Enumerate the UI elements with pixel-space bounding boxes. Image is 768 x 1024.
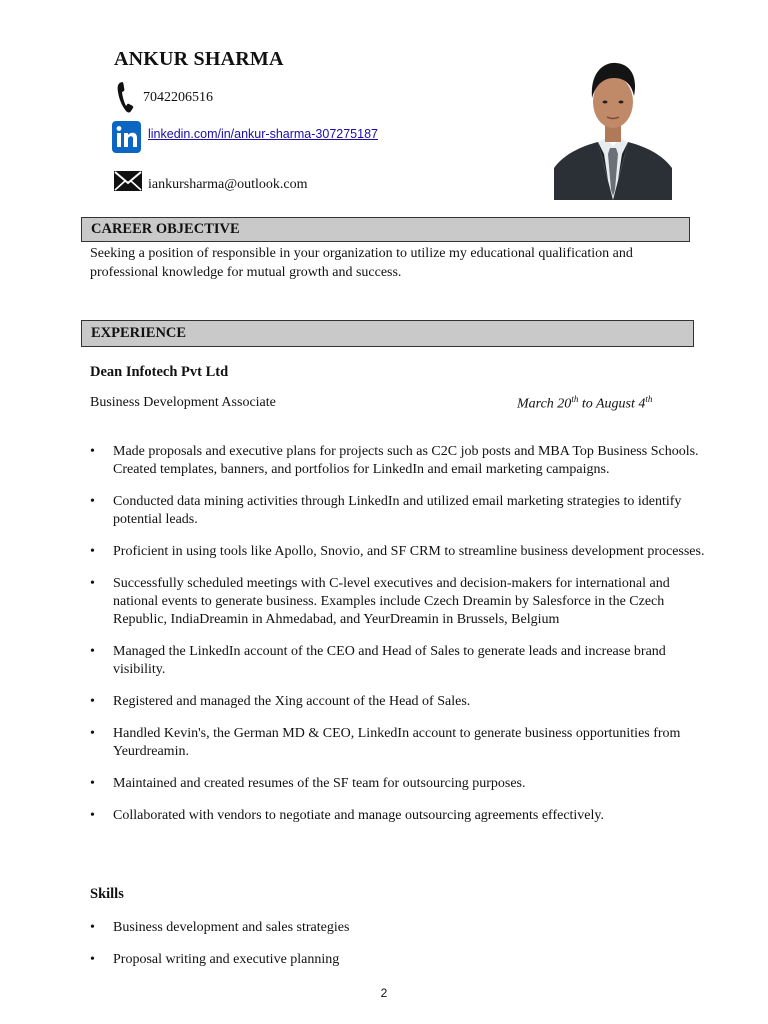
career-objective-text: Seeking a position of responsible in your organization to utilize my educational qualification and professional knowledge for mutual growth and success. (90, 246, 633, 280)
phone-icon (114, 80, 136, 114)
candidate-name: ANKUR SHARMA (114, 48, 284, 70)
list-item: • Business development and sales strategies (90, 919, 710, 937)
company-name: Dean Infotech Pvt Ltd (90, 364, 229, 380)
skills-bullets (90, 919, 710, 983)
list-item: • Proficient in using tools like Apollo, Snovio, and SF CRM to streamline business development processes. (90, 543, 710, 561)
list-item: • Successfully scheduled meetings with C-level executives and decision-makers for international and national events to generate business. Examples include Czech Dreamin by Salesforce in the Czech Republic, IndiaDreamin in Ahmedabad, and YeurDreamin in Brussels, Belgium (90, 575, 710, 629)
list-item: • Collaborated with vendors to negotiate and manage outsourcing agreements effectively. (90, 807, 710, 825)
list-item: • Maintained and created resumes of the SF team for outsourcing purposes. (90, 775, 710, 793)
list-item: • Made proposals and executive plans for projects such as C2C job posts and MBA Top Business Schools. Created templates, banners, and portfolios for LinkedIn and email marketing campaigns. (90, 443, 710, 479)
list-item: • Registered and managed the Xing account of the Head of Sales. (90, 693, 710, 711)
list-item: • Managed the LinkedIn account of the CEO and Head of Sales to generate leads and increase brand visibility. (90, 643, 710, 679)
list-item: • Conducted data mining activities through LinkedIn and utilized email marketing strategies to identify potential leads. (90, 493, 710, 529)
skills-title: Skills (90, 886, 124, 902)
profile-photo (554, 50, 672, 200)
career-objective-title: CAREER OBJECTIVE (91, 221, 240, 237)
linkedin-link[interactable]: linkedin.com/in/ankur-sharma-307275187 (148, 127, 378, 141)
employment-dates: March 20th to August 4th (517, 394, 653, 412)
list-item: • Proposal writing and executive planning (90, 951, 710, 969)
experience-header (81, 320, 694, 347)
experience-bullets (90, 443, 710, 839)
list-item: • Handled Kevin's, the German MD & CEO, LinkedIn account to generate business opportunities from Yeurdreamin. (90, 725, 710, 761)
career-objective-header (81, 217, 690, 242)
email-address: iankursharma@outlook.com (148, 177, 308, 192)
linkedin-icon (112, 121, 141, 153)
experience-title: EXPERIENCE (91, 325, 187, 341)
envelope-icon (114, 171, 142, 191)
page-number: 2 (380, 986, 388, 1000)
phone-number: 7042206516 (143, 90, 213, 105)
job-title: Business Development Associate (90, 395, 276, 410)
